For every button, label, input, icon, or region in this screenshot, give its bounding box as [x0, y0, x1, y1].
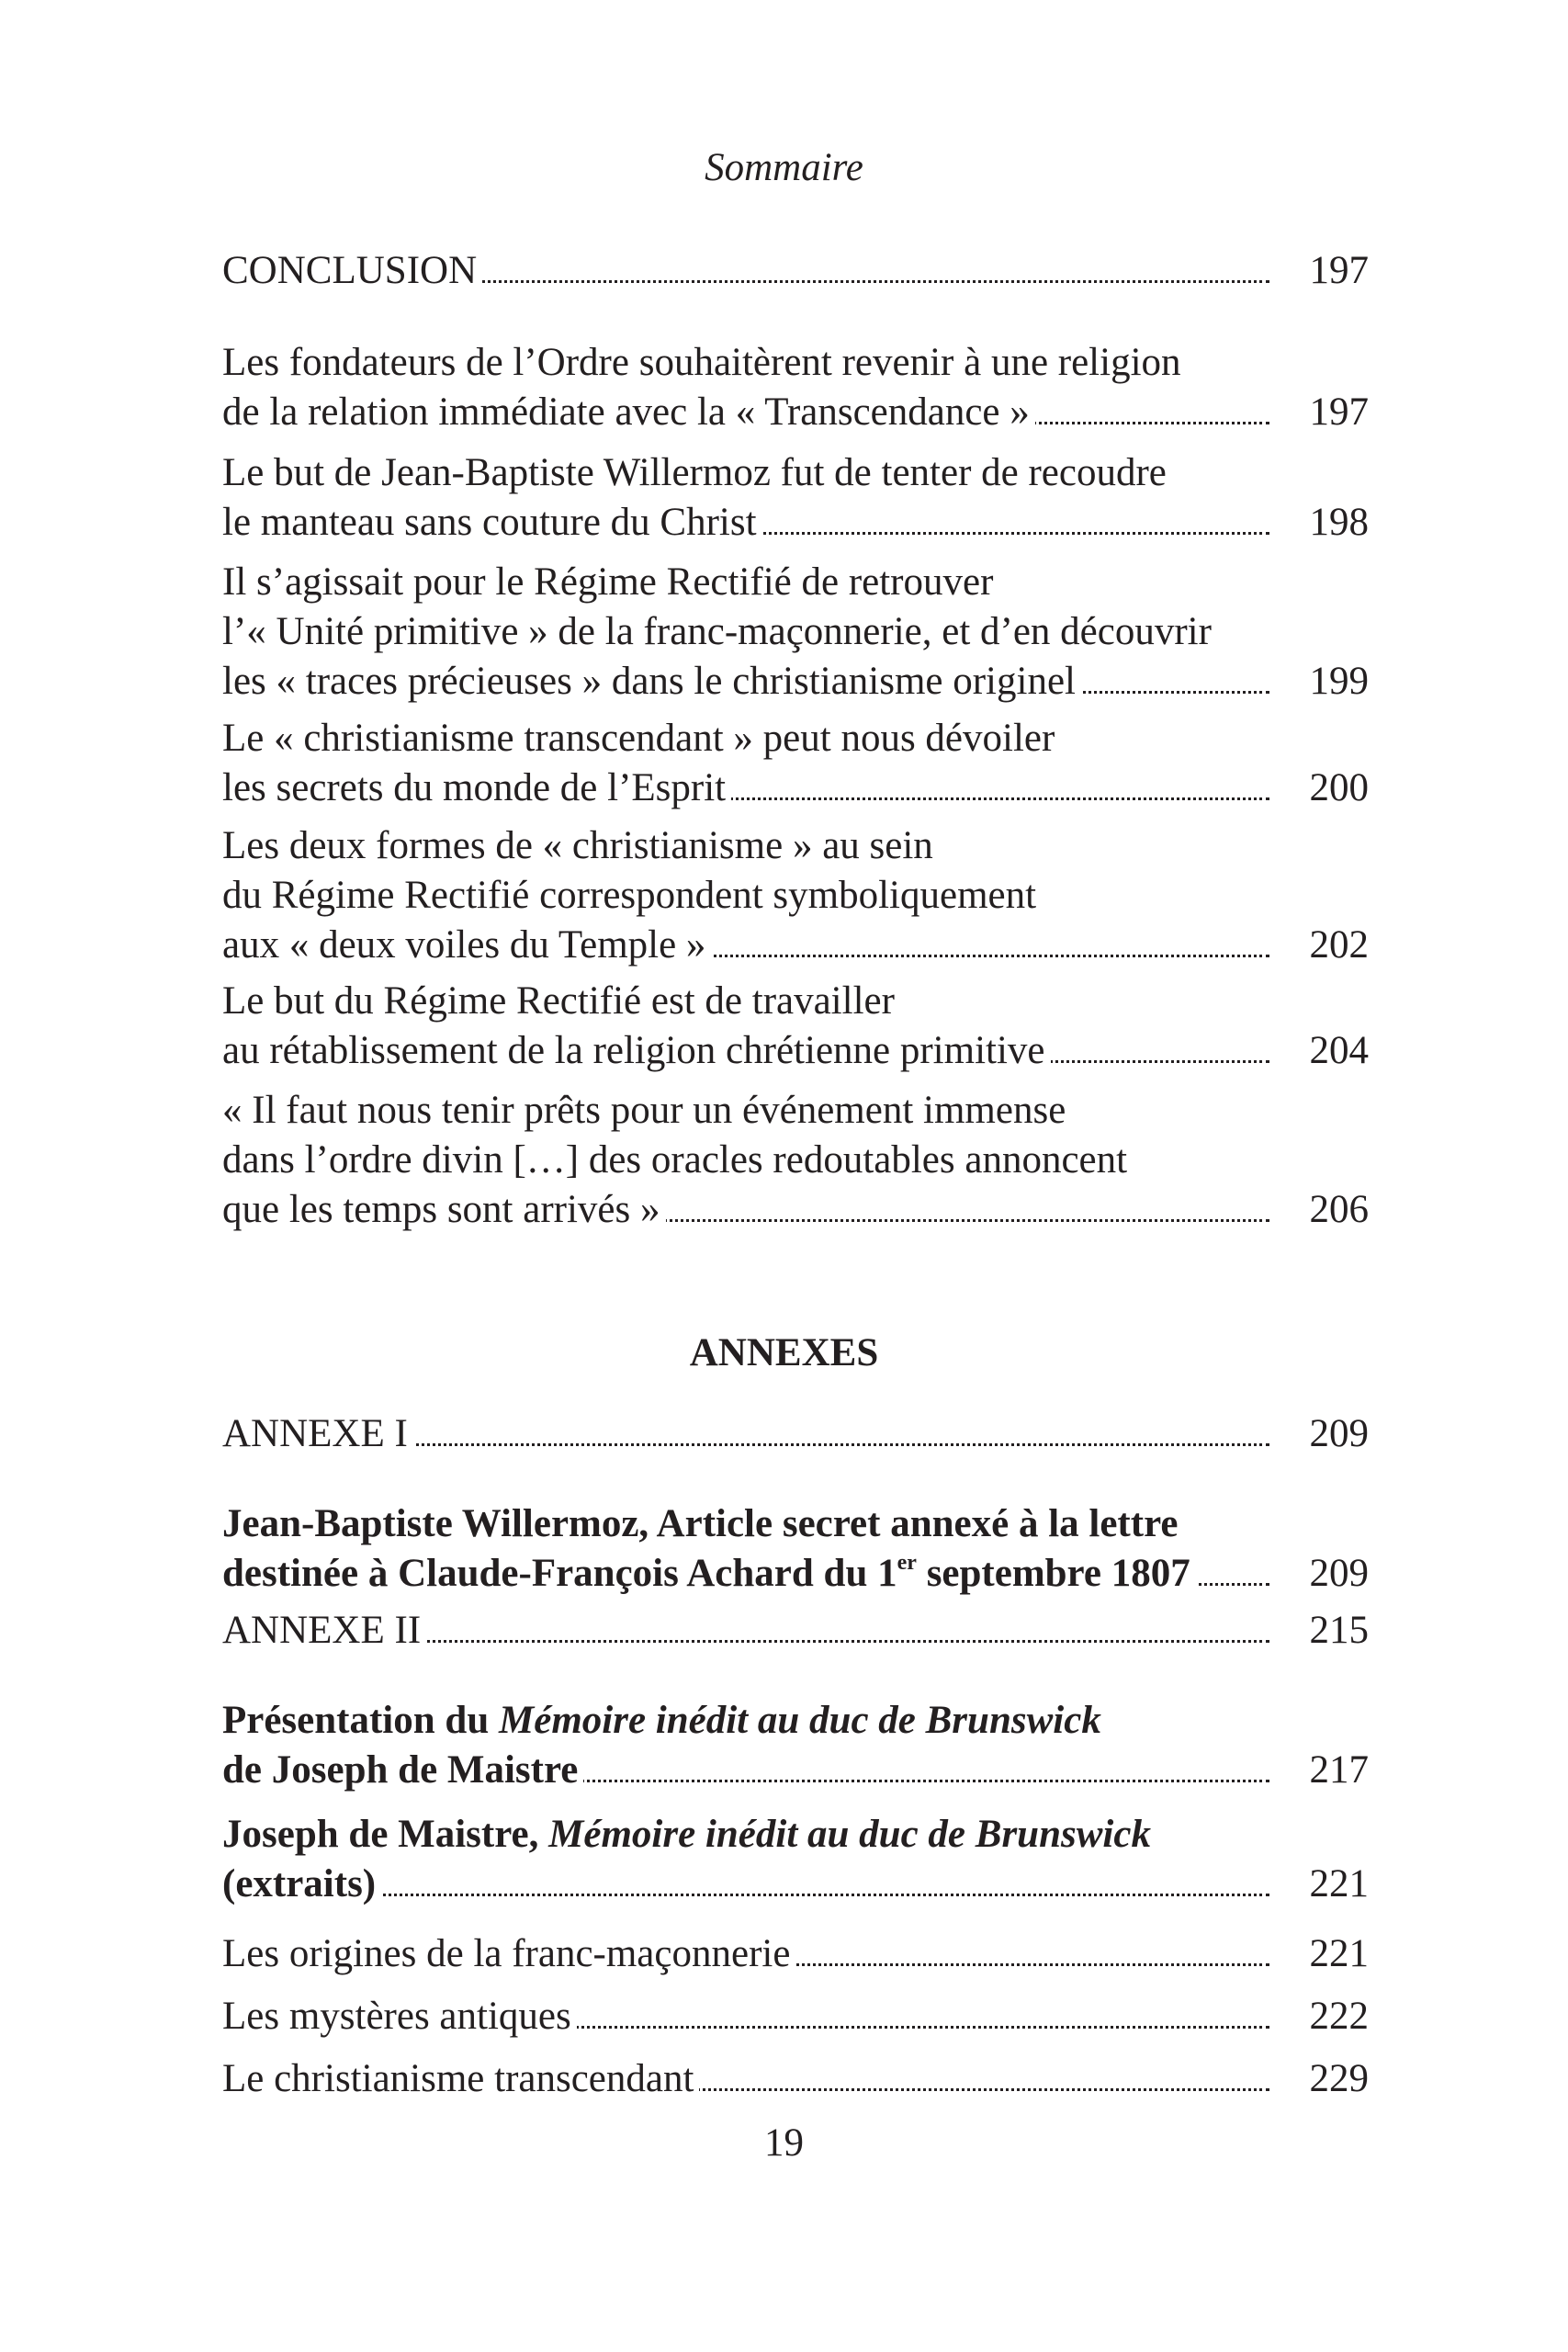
toc-title-text: ANNEXE II: [222, 1609, 426, 1652]
toc-entry-line: [222, 921, 1369, 970]
page-number: 221: [1304, 1929, 1370, 1979]
page-number: 221: [1304, 1860, 1370, 1909]
toc-entry-line: [222, 657, 1369, 707]
toc-annexe-1: [222, 1409, 1369, 1459]
page-number: 204: [1304, 1026, 1370, 1076]
page-number: 199: [1304, 657, 1370, 707]
page-number: 206: [1304, 1185, 1370, 1235]
toc-entry-line: « Il faut nous tenir prêts pour un événement immense: [222, 1089, 1066, 1132]
page-number: 202: [1304, 921, 1370, 970]
toc-entry-text: Le christianisme transcendant: [222, 2057, 699, 2100]
toc-entry: [222, 714, 1369, 813]
toc-entry-line: Les deux formes de « christianisme » au sein: [222, 824, 933, 867]
entry-text-part: Présentation du: [222, 1699, 499, 1742]
toc-entry-line: [222, 1810, 1369, 1860]
page-number: 217: [1304, 1746, 1370, 1795]
toc-entry: [222, 1086, 1369, 1235]
toc-entry: [222, 1499, 1369, 1599]
toc-entry: [222, 338, 1369, 437]
entry-text-part: septembre 1807: [916, 1552, 1190, 1595]
toc-entry-line: [222, 1860, 1369, 1909]
toc-entry-line: Les fondateurs de l’Ordre souhaitèrent revenir à une religion: [222, 341, 1181, 384]
toc-entry-text: les « traces précieuses » dans le christianisme originel: [222, 660, 1081, 703]
toc-entry: [222, 558, 1369, 707]
toc-entry-line: [222, 1992, 1369, 2041]
page-number: 198: [1304, 498, 1370, 548]
page-number: 197: [1304, 246, 1370, 296]
toc-conclusion: [222, 246, 1369, 296]
toc-entry-line: [222, 1929, 1369, 1979]
annexes-heading: ANNEXES: [689, 1331, 879, 1374]
superscript: er: [897, 1551, 917, 1575]
toc-entry-text: Les origines de la franc-maçonnerie: [222, 1932, 795, 1975]
toc-entry: [222, 1992, 1369, 2041]
page-number: 209: [1304, 1549, 1370, 1599]
toc-entry-line: Le « christianisme transcendant » peut nous dévoiler: [222, 717, 1055, 760]
page-number: 197: [1304, 388, 1370, 437]
toc-entry-line: [222, 763, 1369, 813]
toc-entry-line: Jean-Baptiste Willermoz, Article secret annexé à la lettre: [222, 1502, 1179, 1545]
toc-entry: [222, 448, 1369, 548]
entry-text-italic: Mémoire inédit au duc de Brunswick: [499, 1699, 1101, 1742]
toc-entry-text: les secrets du monde de l’Esprit: [222, 766, 731, 809]
entry-text-part: destinée à Claude-François Achard du 1: [222, 1552, 897, 1595]
entry-text-part: Joseph de Maistre,: [222, 1813, 549, 1856]
page-folio: 19: [764, 2121, 804, 2165]
toc-entry: [222, 821, 1369, 970]
toc-entry-line: [222, 1696, 1369, 1746]
toc-annexe-title: [222, 1409, 1369, 1459]
toc-entry: [222, 2054, 1369, 2104]
toc-entry-text: que les temps sont arrivés »: [222, 1188, 666, 1231]
toc-entry: [222, 1810, 1369, 1909]
toc-entry-line: dans l’ordre divin […] des oracles redoutables annoncent: [222, 1138, 1128, 1182]
toc-entry: [222, 1929, 1369, 1979]
toc-entry-text: au rétablissement de la religion chrétienne primitive: [222, 1029, 1051, 1072]
toc-entry-line: Le but de Jean-Baptiste Willermoz fut de tenter de recoudre: [222, 451, 1167, 494]
toc-entry-text: aux « deux voiles du Temple »: [222, 923, 711, 967]
running-header: Sommaire: [705, 146, 863, 189]
toc-entry-line: [222, 2054, 1369, 2104]
toc-entry-text: le manteau sans couture du Christ: [222, 501, 762, 544]
toc-annexe-title: [222, 1606, 1369, 1656]
page-number: 200: [1304, 763, 1370, 813]
toc-entry-text: [222, 1552, 1196, 1595]
toc-entry-line: Il s’agissait pour le Régime Rectifié de retrouver: [222, 560, 994, 604]
toc-entry-line: [222, 1746, 1369, 1795]
toc-entry-text: (extraits): [222, 1862, 381, 1905]
toc-title-text: ANNEXE I: [222, 1412, 413, 1455]
toc-entry-text: de Joseph de Maistre: [222, 1748, 583, 1792]
toc-entry: [222, 1696, 1369, 1795]
toc-title-text: CONCLUSION: [222, 249, 482, 292]
toc-entry-line: du Régime Rectifié correspondent symboliquement: [222, 874, 1037, 917]
toc-entry-line: [222, 1185, 1369, 1235]
toc-entry-line: Le but du Régime Rectifié est de travailler: [222, 979, 895, 1023]
toc-entry-text: Les mystères antiques: [222, 1995, 577, 2038]
entry-text-italic: Mémoire inédit au duc de Brunswick: [548, 1813, 1151, 1856]
page-number: 222: [1304, 1992, 1370, 2041]
toc-entry-line: [222, 498, 1369, 548]
toc-entry-line: [222, 1549, 1369, 1599]
toc-entry: [222, 977, 1369, 1076]
toc-conclusion-title: [222, 246, 1369, 296]
toc-entry-line: l’« Unité primitive » de la franc-maçonnerie, et d’en découvrir: [222, 610, 1212, 653]
toc-annexe-2: [222, 1606, 1369, 1656]
page-number: 209: [1304, 1409, 1370, 1459]
toc-entry-line: [222, 1026, 1369, 1076]
toc-entry-text: de la relation immédiate avec la « Transcendance »: [222, 390, 1035, 434]
toc-entry-line: [222, 388, 1369, 437]
page-number: 229: [1304, 2054, 1370, 2104]
page-number: 215: [1304, 1606, 1370, 1656]
